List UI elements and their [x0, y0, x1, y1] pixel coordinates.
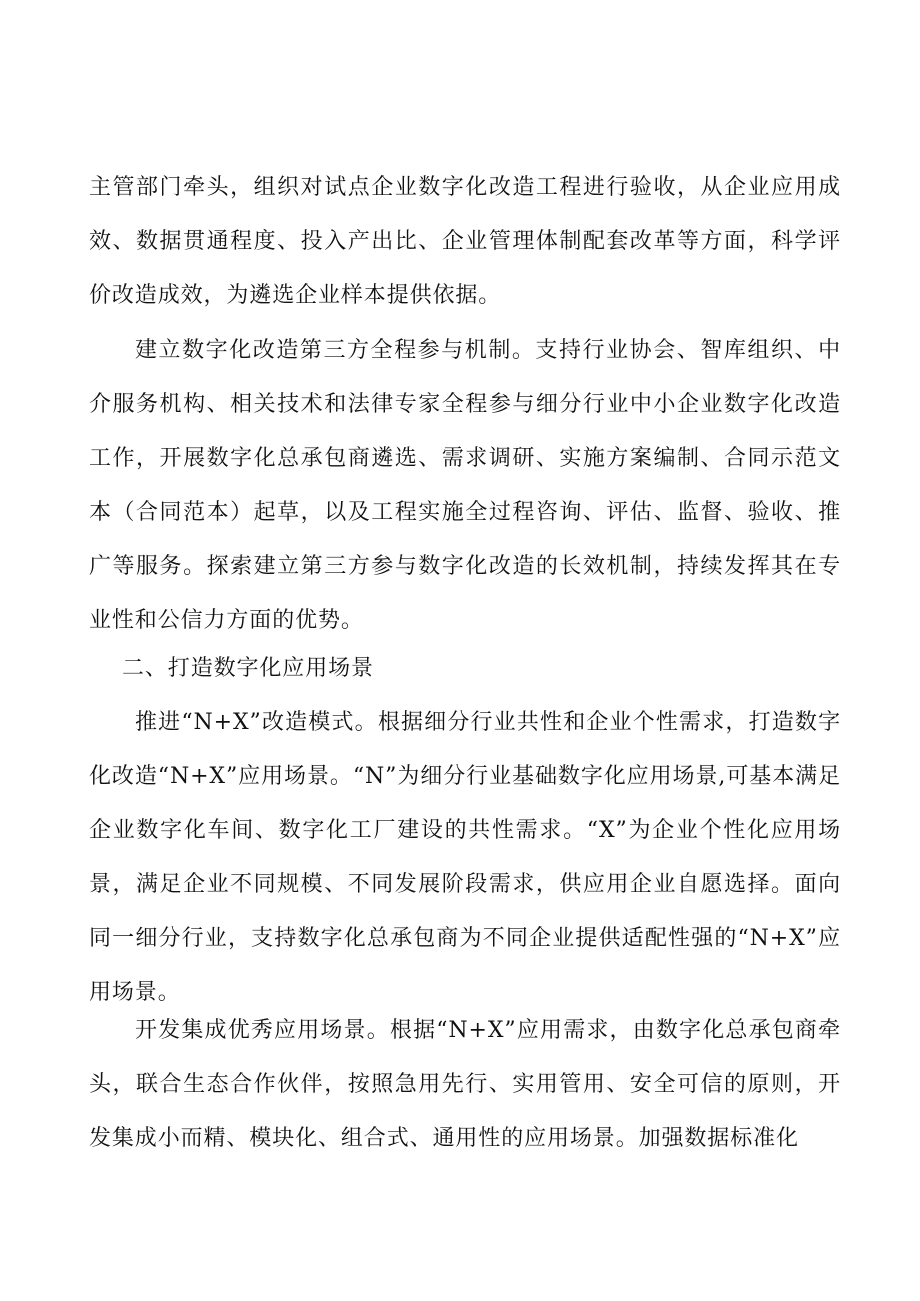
paragraph-integrated-scenarios: 开发集成优秀应用场景。根据“N+X”应用需求，由数字化总承包商牵头，联合生态合作伙伴，按照急用先行、实用管用、安全可信的原则，开发集成小而精、模块化、组合式、通用性的应用场景。加强数据标准化: [89, 1018, 841, 1151]
paragraph-third-party-mechanism: 建立数字化改造第三方全程参与机制。支持行业协会、智库组织、中介服务机构、相关技术和法律专家全程参与细分行业中小企业数字化改造工作，开展数字化总承包商遴选、需求调研、实施方案编制、合同示范文本（合同范本）起草，以及工程实施全过程咨询、评估、监督、验收、推广等服务。探索建立第三方参与数字化改造的长效机制，持续发挥其在专业性和公信力方面的优势。: [89, 338, 841, 633]
document-body: [89, 161, 841, 323]
section-body: [89, 696, 841, 1020]
section-heading-block: [89, 642, 841, 696]
document-body: [89, 324, 841, 648]
paragraph-nx-mode: 推进“N+X”改造模式。根据细分行业共性和企业个性需求，打造数字化改造“N+X”应用场景。“N”为细分行业基础数字化应用场景,可基本满足企业数字化车间、数字化工厂建设的共性需求。“X”为企业个性化应用场景，满足企业不同规模、不同发展阶段需求，供应用企业自愿选择。面向同一细分行业，支持数字化总承包商为不同企业提供适配性强的“N+X”应用场景。: [89, 710, 841, 1005]
section-heading: 二、打造数字化应用场景: [122, 656, 374, 681]
paragraph-continued: 主管部门牵头，组织对试点企业数字化改造工程进行验收，从企业应用成效、数据贯通程度、投入产出比、企业管理体制配套改革等方面，科学评价改造成效，为遴选企业样本提供依据。: [89, 175, 841, 308]
section-body: [89, 1004, 841, 1166]
